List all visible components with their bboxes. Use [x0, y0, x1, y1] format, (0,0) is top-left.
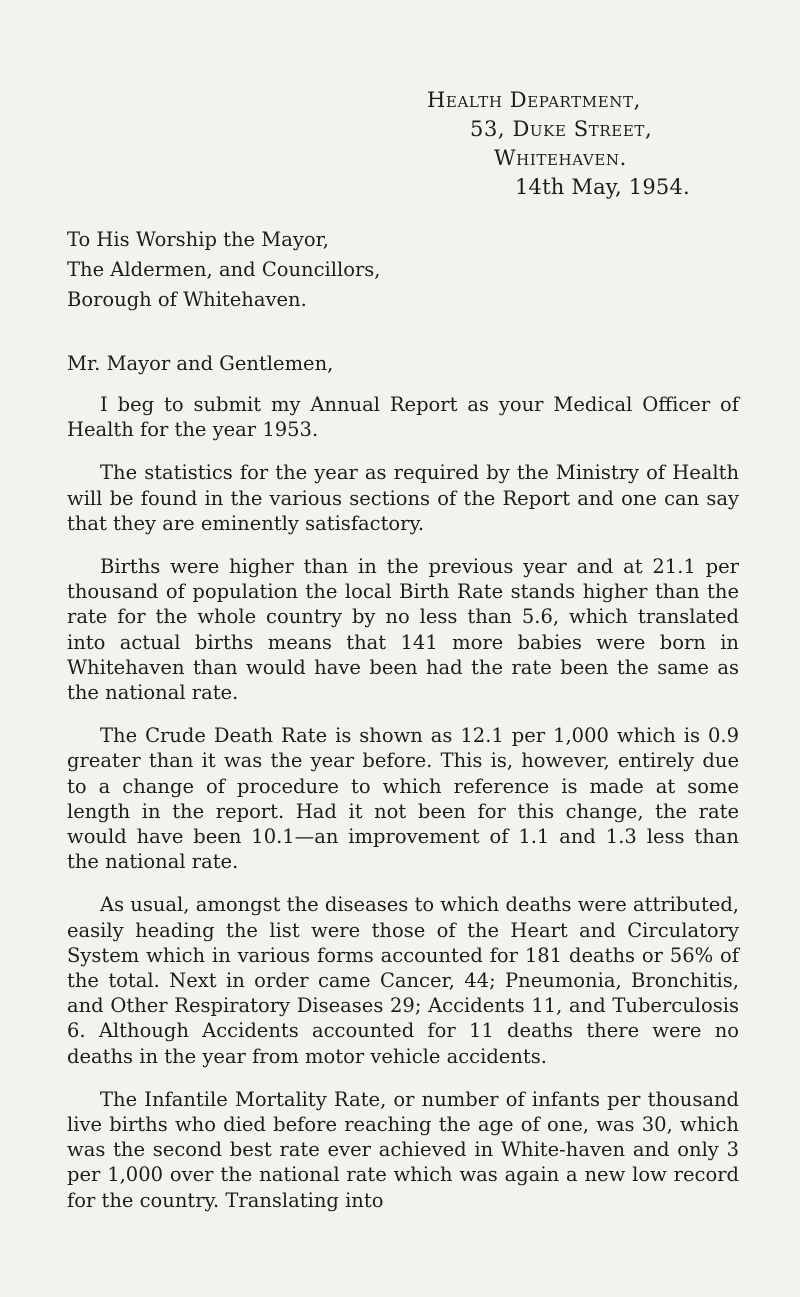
paragraph-births: Births were higher than in the previous year and at 21.1 per thousand of population the local Birth Rate stands higher than the rate for the whole country by no less than 5.6, which translated into actual births means that 141 more babies were born in Whitehaven than would have been had the rate been the same as the national rate.: [67, 555, 739, 705]
letter-date: 14th May, 1954.: [515, 175, 690, 199]
recipient-line-2: The Aldermen, and Councillors,: [67, 258, 381, 281]
salutation: Mr. Mayor and Gentlemen,: [67, 352, 334, 375]
paragraph-statistics: The statistics for the year as required by the Ministry of Health will be found in the various sections of the Report and one can say that they are eminently satisfactory.: [67, 461, 739, 535]
paragraph-death-rate: The Crude Death Rate is shown as 12.1 per 1,000 which is 0.9 greater than it was the year before. This is, however, entirely due to a change of procedure to which reference is made at some length in the report. Had it not been for this change, the rate would have been 10.1—an improvement of 1.1 and 1.3 less than the national rate.: [67, 724, 739, 874]
recipient-block: [67, 225, 381, 315]
paragraph-submission: I beg to submit my Annual Report as your Medical Officer of Health for the year 1953.: [67, 393, 739, 442]
recipient-line-3: Borough of Whitehaven.: [67, 288, 307, 311]
address-town: Whitehaven.: [494, 146, 627, 170]
sender-address: [425, 86, 785, 202]
paragraph-infant-mortality: The Infantile Mortality Rate, or number of infants per thousand live births who died before reaching the age of one, was 30, which was the second best rate ever achieved in White-haven and only 3 per 1,000 over the national rate which was again a new low record for the country. Translating into: [67, 1087, 739, 1212]
address-department: Health Department,: [427, 88, 641, 112]
paragraph-causes-of-death: As usual, amongst the diseases to which deaths were attributed, easily heading the list were those of the Heart and Circulatory System which in various forms accounted for 181 deaths or 56% of the total. Next in order came Cancer, 44; Pneumonia, Bronchitis, and Other Respiratory Diseases 29; Accidents 11, and Tuberculosis 6. Although Accidents accounted for 11 deaths there were no deaths in the year from motor vehicle accidents.: [67, 893, 739, 1068]
letter-body: [67, 392, 739, 1231]
address-street: 53, Duke Street,: [470, 117, 653, 141]
recipient-line-1: To His Worship the Mayor,: [67, 228, 330, 251]
